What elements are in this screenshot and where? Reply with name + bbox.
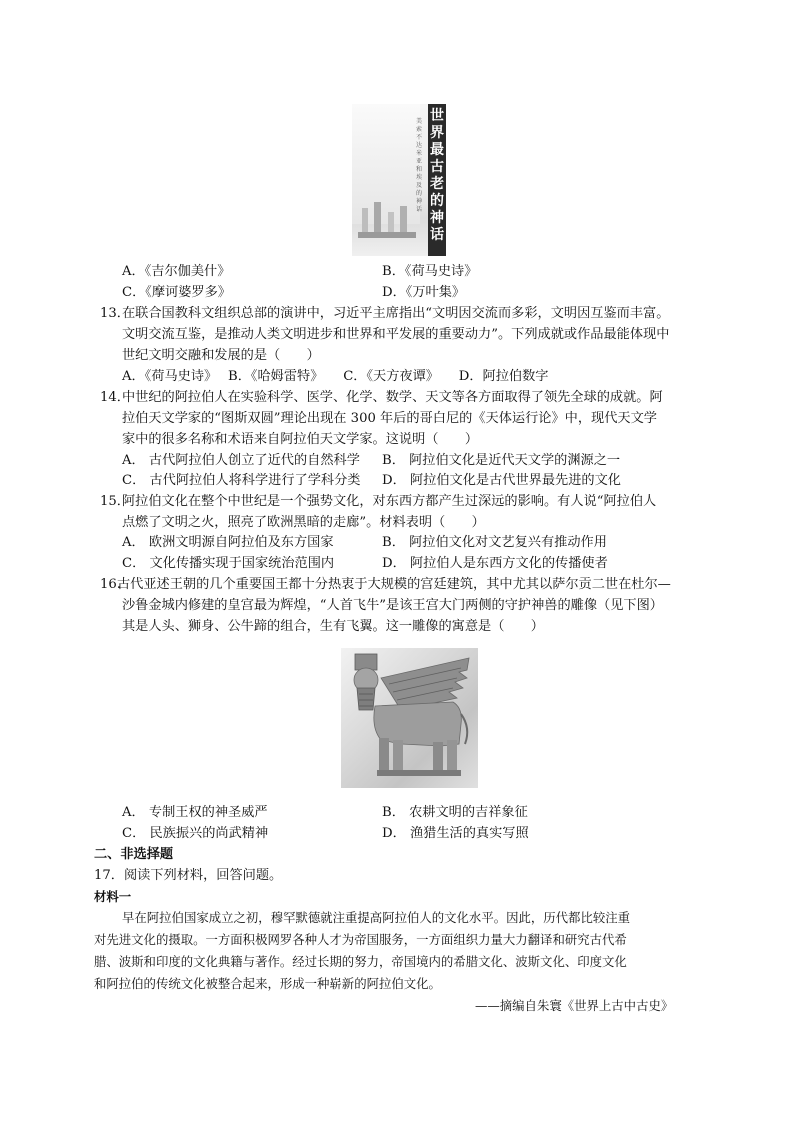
q15-option-c: C． 文化传播实现于国家统治范围内 xyxy=(122,556,335,571)
q15-option-a: A． 欧洲文明源自阿拉伯及东方国家 xyxy=(122,535,334,550)
book-cover-image xyxy=(352,104,446,256)
q14-option-c: C． 古代阿拉伯人将科学进行了学科分类 xyxy=(122,473,361,488)
q16-stem-line: 古代亚述王朝的几个重要国王都十分热衷于大规模的宫廷建筑，其中尤其以萨尔贡二世在杜尔— xyxy=(117,577,671,592)
q14-option-a: A． 古代阿拉伯人创立了近代的自然科学 xyxy=(122,453,360,468)
q16-option-b: B． 农耕文明的吉祥象征 xyxy=(382,805,528,820)
q16-option-a: A． 专制王权的神圣威严 xyxy=(122,805,268,820)
q16-stem-line: 沙鲁金城内修建的皇宫最为辉煌，“人首飞牛”是该王宫大门两侧的守护神兽的雕像（见下图） xyxy=(122,598,663,613)
q14-stem-line: 拉伯天文学家的“图斯双圆”理论出现在 300 年后的哥白尼的《天体运行论》中，现代天文学 xyxy=(122,411,657,426)
q15-stem-line: 点燃了文明之火，照亮了欧洲黑暗的走廊”。材料表明（ ） xyxy=(122,515,485,530)
q15-number: 15． xyxy=(100,494,130,509)
q12-option-c: C．《摩诃婆罗多》 xyxy=(122,285,231,300)
q14-stem-line: 家中的很多名称和术语来自阿拉伯天文学家。这说明（ ） xyxy=(122,432,479,447)
material-source: ——摘编自朱寰《世界上古中古史》 xyxy=(475,998,674,1013)
q12-option-a: A．《吉尔伽美什》 xyxy=(122,264,231,279)
ruins-illustration xyxy=(358,198,416,238)
q16-number: 16. xyxy=(100,577,121,592)
q15-option-d: D． 阿拉伯人是东西方文化的传播使者 xyxy=(382,556,608,571)
q13-stem-line: 在联合国教科文组织总部的演讲中，习近平主席指出“文明因交流而多彩，文明因互鉴而丰富。 xyxy=(122,306,670,321)
q16-stem-line: 其是人头、狮身、公牛蹄的组合，生有飞翼。这一雕像的寓意是（ ） xyxy=(122,619,544,634)
q12-option-b: B．《荷马史诗》 xyxy=(382,264,478,279)
q17-intro: 17．阅读下列材料，回答问题。 xyxy=(94,868,283,883)
q15-stem-line: 阿拉伯文化在整个中世纪是一个强势文化，对东西方都产生过深远的影响。有人说“阿拉伯人 xyxy=(122,494,657,509)
q15-option-b: B． 阿拉伯文化对文艺复兴有推动作用 xyxy=(382,535,607,550)
q14-option-d: D． 阿拉伯文化是古代世界最先进的文化 xyxy=(382,473,621,488)
section-title: 二、非选择题 xyxy=(94,847,174,862)
cover-subtitle: 美索不达米亚和埃及的神话 xyxy=(416,118,423,213)
q14-stem-line: 中世纪的阿拉伯人在实验科学、医学、化学、数学、天文等各方面取得了领先全球的成就。阿 xyxy=(122,390,663,405)
material-paragraph-line: 和阿拉伯的传统文化被整合起来，形成一种崭新的阿拉伯文化。 xyxy=(94,976,441,991)
q16-option-d: D． 渔猎生活的真实写照 xyxy=(382,826,529,841)
q13-stem-line: 文明交流互鉴，是推动人类文明进步和世界和平发展的重要动力”。下列成就或作品最能体现中 xyxy=(122,327,670,342)
q13-options: A．《荷马史诗》 B．《哈姆雷特》 C．《天方夜谭》 D．阿拉伯数字 xyxy=(122,369,549,384)
q14-number: 14． xyxy=(100,390,130,405)
material-paragraph-line: 腊、波斯和印度的文化典籍与著作。经过长期的努力，帝国境内的希腊文化、波斯文化、印度文化 xyxy=(94,954,627,969)
cover-title: 世界最古老的神话 xyxy=(430,108,444,243)
winged-bull-illustration xyxy=(341,648,478,788)
q12-option-d: D．《万叶集》 xyxy=(382,285,466,300)
q16-option-c: C． 民族振兴的尚武精神 xyxy=(122,826,269,841)
q14-option-b: B． 阿拉伯文化是近代天文学的渊源之一 xyxy=(382,453,621,468)
q13-number: 13． xyxy=(100,306,130,321)
material-paragraph-line: 早在阿拉伯国家成立之初，穆罕默德就注重提高阿拉伯人的文化水平。因此，历代都比较注重 xyxy=(122,910,631,925)
q13-stem-line: 世纪文明交融和发展的是（ ） xyxy=(122,348,320,363)
material-paragraph-line: 对先进文化的摄取。一方面积极网罗各种人才为帝国服务，一方面组织力量大力翻译和研究古代希 xyxy=(94,932,627,947)
lamassu-statue-image xyxy=(341,648,478,788)
material-label: 材料一 xyxy=(94,889,132,904)
